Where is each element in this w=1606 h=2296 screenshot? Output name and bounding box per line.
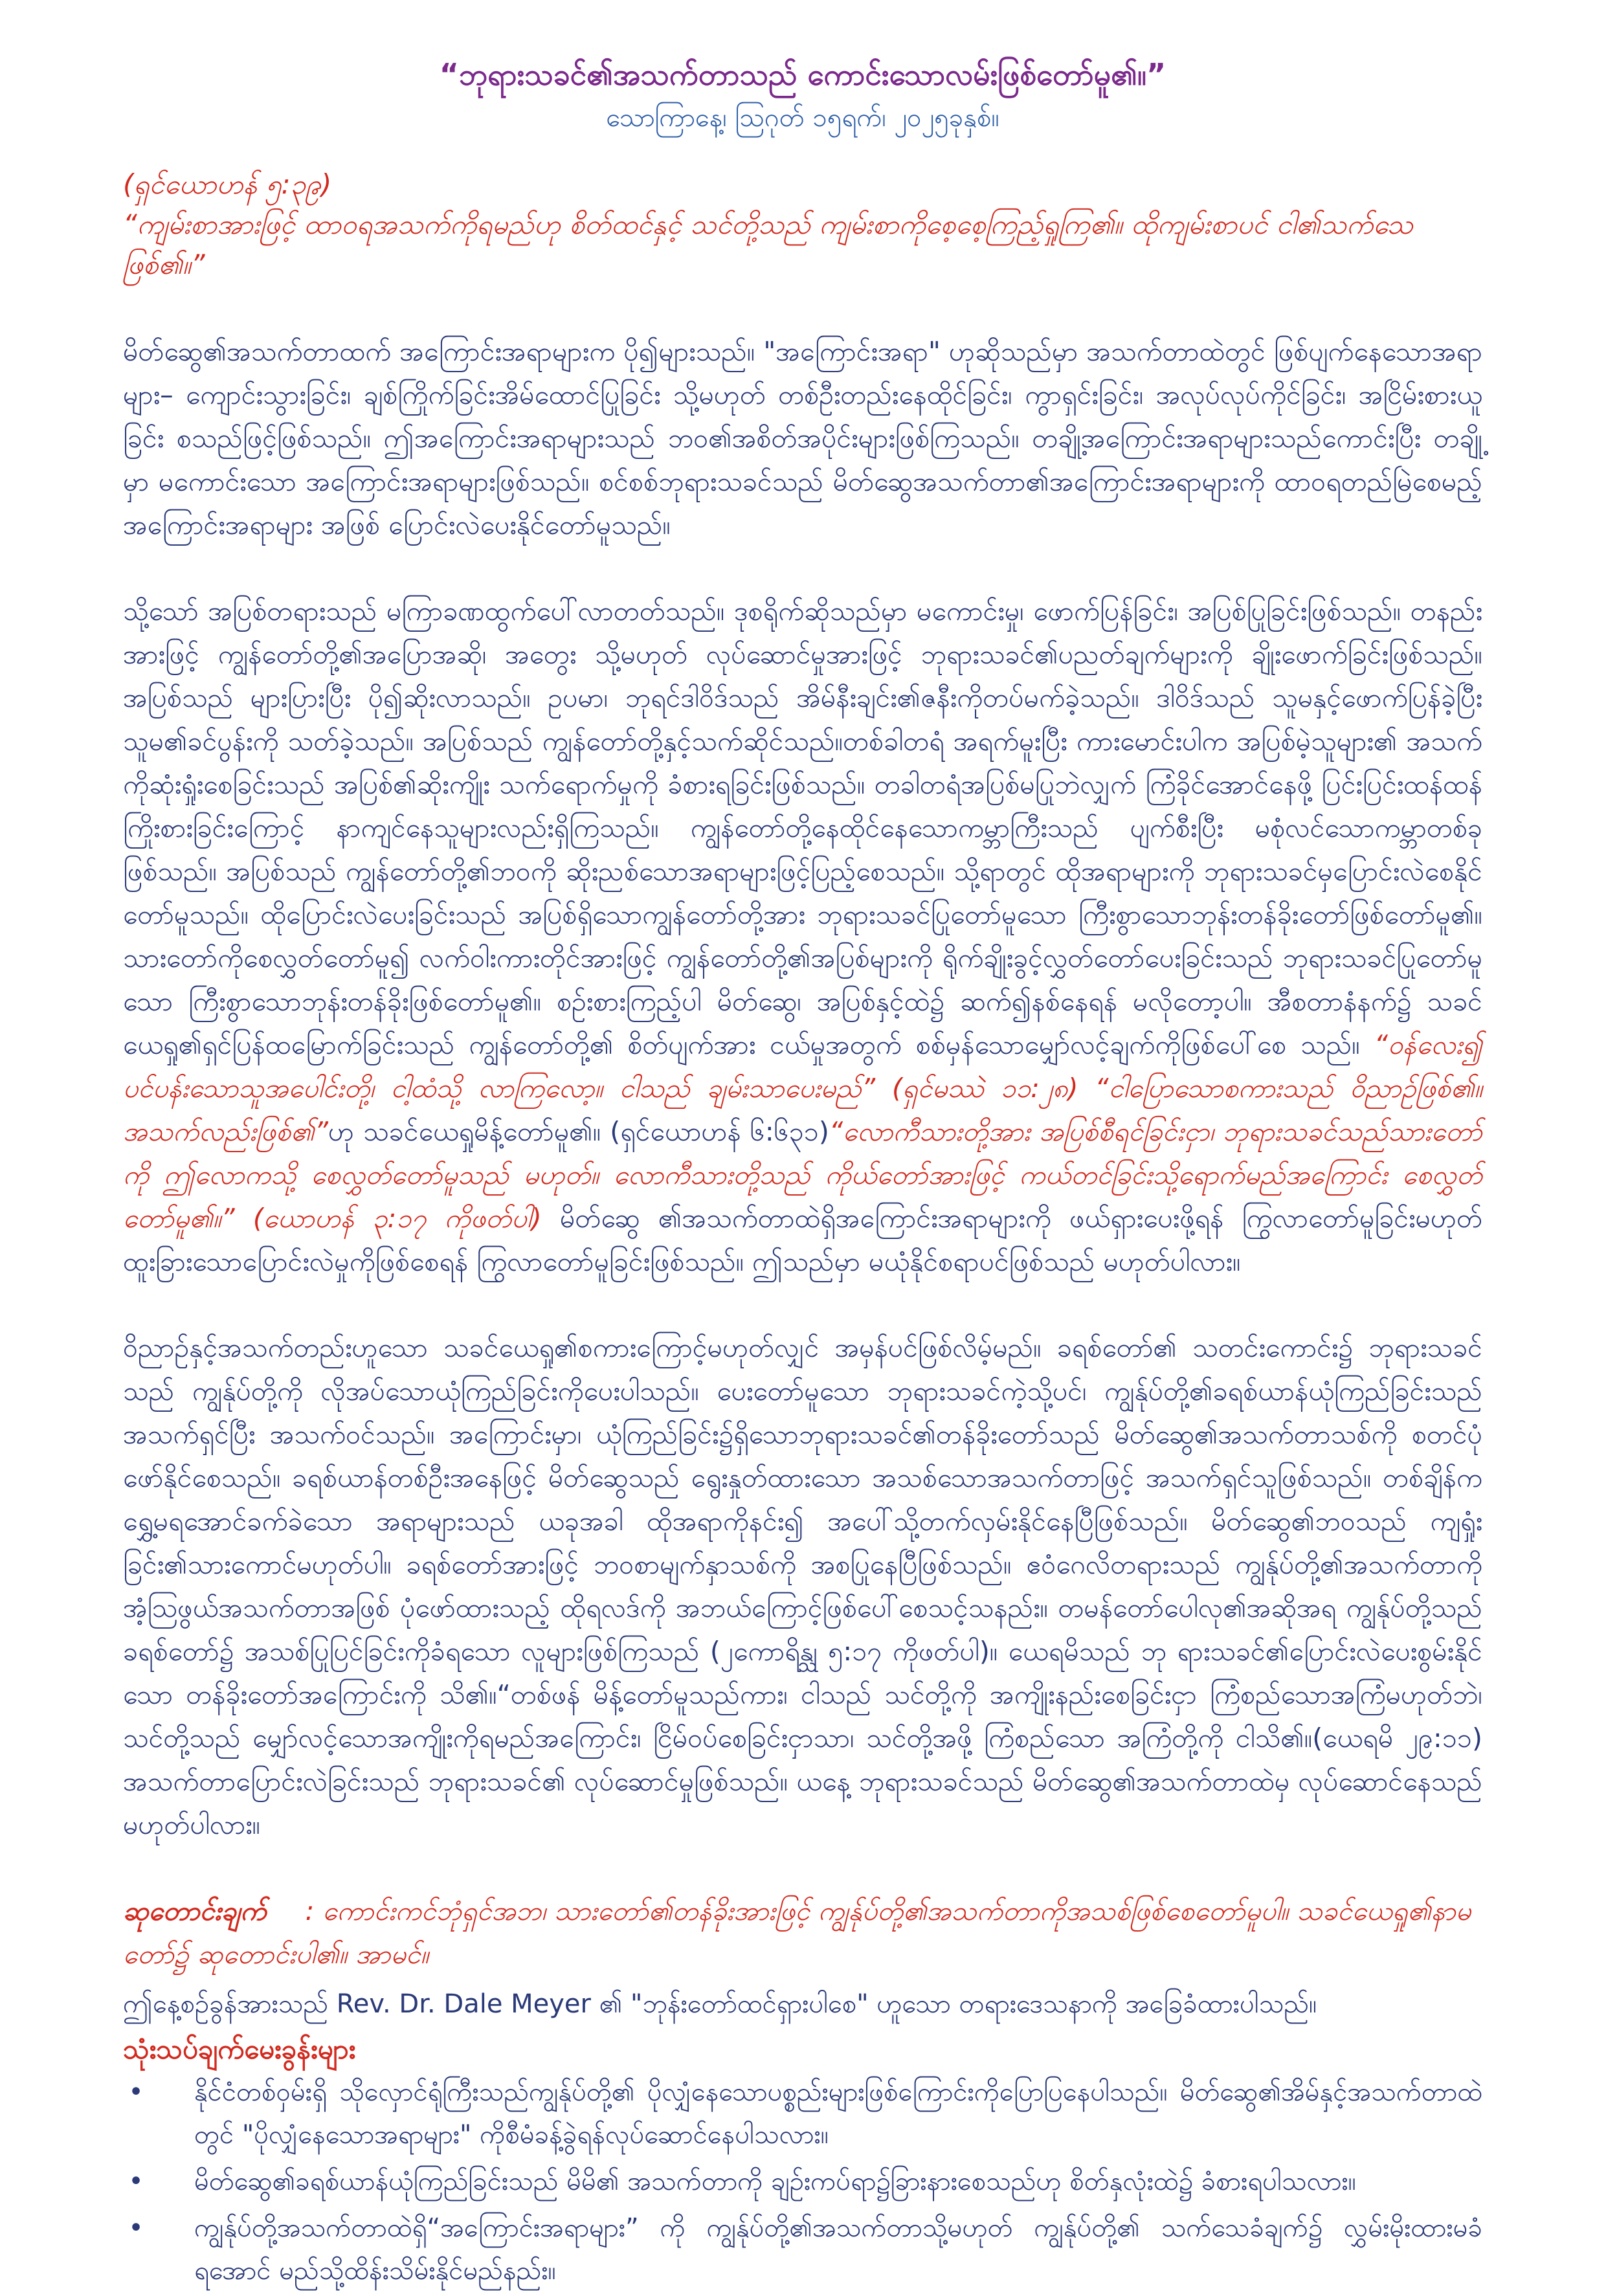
paragraph-2-scripture-a: “ဝန်လေး၍ ပင်ပန်းသောသူအပေါင်းတို့၊ ငါ့ထံသို့ လာကြလော့။ ငါသည် ချမ်းသာပေးမည်” (ရှင်မဿဲ ၁၁:၂၈) “ငါပြောသောစကားသည် ဝိညာဉ်ဖြစ်၏။ အသက်လည်းဖြစ်၏” (123, 1029, 1482, 1147)
sermon-credit: ဤနေ့စဉ်ခွန်အားသည် Rev. Dr. Dale Meyer ၏ "ဘုန်းတော်ထင်ရှားပါစေ" ဟူသော တရားဒေသနာကို အခြေခံထားပါသည်။ (123, 1989, 1317, 2019)
paragraph-2-text-c: မိတ်ဆွေ ၏အသက်တာထဲရှိအကြောင်းအရာများကို ဖယ်ရှားပေးဖို့ရန် ကြွလာတော်မူခြင်းမဟုတ် ထူးခြားသောပြောင်းလဲမှုကိုဖြစ်စေရန် ကြွလာတော်မူခြင်းဖြစ်သည်။ ဤသည်မှာ မယုံနိုင်စရာပင်ဖြစ်သည် မဟုတ်ပါလား။ (123, 1203, 1483, 1277)
paragraph-2-scripture-b: “လောကီသားတို့အား အပြစ်စီရင်ခြင်းငှာ၊ ဘုရားသခင်သည်သားတော်ကို ဤလောကသို့ စေလွှတ်တော်မူသည် မဟုတ်။ လောကီသားတို့သည် ကိုယ်တော်အားဖြင့် ကယ်တင်ခြင်းသို့ရောက်မည်အကြောင်း စေလွှတ်တော်မူ၏။” (ယောဟန် ၃:၁၇ ကိုဖတ်ပါ) (123, 1116, 1482, 1234)
bullet-icon: • (128, 2077, 144, 2107)
scripture-reference: (ရှင်ယောဟန် ၅:၃၉) (123, 168, 332, 200)
paragraph-2-text-b: ဟု သခင်ယေရှုမိန့်တော်မူ၏။ (ရှင်ယောဟန် ၆:၆၃၁) (328, 1116, 829, 1147)
paragraph-2 (123, 590, 1482, 1284)
question-text: ကျွန်ုပ်တို့အသက်တာထဲရှိ“အကြောင်းအရာများ” ကို ကျွန်ုပ်တို့၏အသက်တာသို့မဟုတ် ကျွန်ုပ်တို့၏ သက်သေခံချက်၌ လွှမ်းမိုးထားမခံရအောင် မည်သို့ထိန်းသိမ်းနိုင်မည်နည်း။ (194, 2213, 1482, 2286)
date-line: သောကြာနေ့၊ ဩဂုတ် ၁၅ရက်၊ ၂၀၂၅ခုနှစ်။ (606, 103, 999, 133)
prayer-label: ဆုတောင်းချက် (123, 1895, 267, 1926)
prayer (123, 1889, 1482, 1976)
questions-list (123, 2071, 1482, 2292)
list-item (123, 2207, 1482, 2292)
question-text: နိုင်ငံတစ်ဝှမ်းရှိ သိုလှောင်ရုံကြီးသည်ကျွန်ုပ်တို့၏ ပိုလျှံနေသောပစ္စည်းများဖြစ်ကြောင်းကိုပြောပြနေပါသည်။ မိတ်ဆွေ၏အိမ်နှင့်အသက်တာထဲတွင် "ပိုလျှံနေသောအရာများ" ကိုစီမံခန့်ခွဲရန်လုပ်ဆောင်နေပါသလား။ (194, 2077, 1482, 2150)
scripture-quote: “ကျမ်းစာအားဖြင့် ထာဝရအသက်ကိုရမည်ဟု စိတ်ထင်နှင့် သင်တို့သည် ကျမ်းစာကိုစေ့စေ့ကြည့်ရှုကြ၏။ ထိုကျမ်းစာပင် ငါ၏သက်သေဖြစ်၏။” (123, 208, 1414, 280)
questions-heading: သုံးသပ်ချက်မေးခွန်းများ (123, 2033, 356, 2065)
paragraph-3: ဝိညာဉ်နှင့်အသက်တည်းဟူသော သခင်ယေရှု၏စကားကြောင့်မဟုတ်လျှင် အမှန်ပင်ဖြစ်လိမ့်မည်။ ခရစ်တော်၏ သတင်းကောင်း၌ ဘုရားသခင်သည် ကျွန်ုပ်တို့ကို လိုအပ်သောယုံကြည်ခြင်းကိုပေးပါသည်။ ပေးတော်မူသော ဘုရားသခင်ကဲ့သို့ပင်၊ ကျွန်ုပ်တို့၏ခရစ်ယာန်ယုံကြည်ခြင်းသည် အသက်ရှင်ပြီး အသက်ဝင်သည်။ အကြောင်းမှာ၊ ယုံကြည်ခြင်း၌ရှိသောဘုရားသခင်၏တန်ခိုးတော်သည် မိတ်ဆွေ၏အသက်တာသစ်ကို စတင်ပုံဖော်နိုင်စေသည်။ ခရစ်ယာန်တစ်ဦးအနေဖြင့် မိတ်ဆွေသည် ရွေးနှုတ်ထားသော အသစ်သောအသက်တာဖြင့် အသက်ရှင်သူဖြစ်သည်။ တစ်ချိန်က ရွှေ့မရအောင်ခက်ခဲသော အရာများသည် ယခုအခါ ထိုအရာကိုနင်း၍ အပေါ်သို့တက်လှမ်းနိုင်နေပြီဖြစ်သည်။ မိတ်ဆွေ၏ဘဝသည် ကျရှုံးခြင်း၏သားကောင်မဟုတ်ပါ။ ခရစ်တော်အားဖြင့် ဘဝစာမျက်နှာသစ်ကို အစပြုနေပြီဖြစ်သည်။ ဧဝံဂေလိတရားသည် ကျွန်ုပ်တို့၏အသက်တာကို အံ့ဩဖွယ်အသက်တာအဖြစ် ပုံဖော်ထားသည့် ထိုရလဒ်ကို အဘယ်ကြောင့်ဖြစ်ပေါ်စေသင့်သနည်း။ တမန်တော်ပေါလု၏အဆိုအရ ကျွန်ုပ်တို့သည် ခရစ်တော်၌ အသစ်ပြုပြင်ခြင်းကိုခံရသော လူများဖြစ်ကြသည် (၂ကောရိန္သု ၅:၁၇ ကိုဖတ်ပါ)။ ယေရမိသည် ဘု ရားသခင်၏ပြောင်းလဲပေးစွမ်းနိုင်သော တန်ခိုးတော်အကြောင်းကို သိ၏။“တစ်ဖန် မိန့်တော်မူသည်ကား၊ ငါသည် သင်တို့ကို အကျိုးနည်းစေခြင်းငှာ ကြံစည်သောအကြံမဟုတ်ဘဲ၊ သင်တို့သည် မျှော်လင့်သောအကျိုးကိုရမည်အကြောင်း၊ ငြိမ်ဝပ်စေခြင်းငှာသာ၊ သင်တို့အဖို့ ကြံစည်သော အကြံတို့ကို ငါသိ၏။(ယေရမိ ၂၉:၁၁) အသက်တာပြောင်းလဲခြင်းသည် ဘုရားသခင်၏ လုပ်ဆောင်မှုဖြစ်သည်။ ယနေ့ ဘုရားသခင်သည် မိတ်ဆွေ၏အသက်တာထဲမှ လုပ်ဆောင်နေသည်မဟုတ်ပါလား။ (123, 1332, 1482, 1840)
question-text: မိတ်ဆွေ၏ခရစ်ယာန်ယုံကြည်ခြင်းသည် မိမိ၏ အသက်တာကို ချဉ်းကပ်ရာ၌ခြားနားစေသည်ဟု စိတ်နှလုံးထဲ၌ ခံစားရပါသလား။ (194, 2167, 1356, 2196)
page-title: “ဘုရားသခင်၏အသက်တာသည် ကောင်းသောလမ်းဖြစ်တော်မူ၏။” (439, 57, 1166, 92)
bullet-icon: • (128, 2213, 144, 2243)
bullet-icon: • (128, 2167, 144, 2196)
paragraph-1: မိတ်ဆွေ၏အသက်တာထက် အကြောင်းအရာများက ပို၍များသည်။ "အကြောင်းအရာ" ဟုဆိုသည်မှာ အသက်တာထဲတွင် ဖြစ်ပျက်နေသောအရာများ– ကျောင်းသွားခြင်း၊ ချစ်ကြိုက်ခြင်းအိမ်ထောင်ပြုခြင်း သို့မဟုတ် တစ်ဦးတည်းနေထိုင်ခြင်း၊ ကွာရှင်းခြင်း၊ အလုပ်လုပ်ကိုင်ခြင်း၊ အငြိမ်းစားယူခြင်း စသည်ဖြင့်ဖြစ်သည်။ ဤအကြောင်းအရာများသည် ဘဝ၏အစိတ်အပိုင်းများဖြစ်ကြသည်။ တချို့အကြောင်းအရာများသည်ကောင်းပြီး တချို့မှာ မကောင်းသော အကြောင်းအရာများဖြစ်သည်။ စင်စစ်ဘုရားသခင်သည် မိတ်ဆွေအသက်တာ၏အကြောင်းအရာများကို ထာဝရတည်မြဲစေမည့် အကြောင်းအရာများ အဖြစ် ပြောင်းလဲပေးနိုင်တော်မူသည်။ (123, 336, 1482, 541)
list-item (123, 2160, 1482, 2203)
prayer-text: : ကောင်းကင်ဘုံရှင်အဘ၊ သားတော်၏တန်ခိုးအားဖြင့် ကျွန်ုပ်တို့၏အသက်တာကိုအသစ်ဖြစ်စေတော်မူပါ။ သခင်ယေရှု၏နာမတော်၌ ဆုတောင်းပါ၏။ အာမင်။ (123, 1895, 1471, 1970)
list-item (123, 2071, 1482, 2156)
paragraph-2-text-a: သို့သော် အပြစ်တရားသည် မကြာခဏထွက်ပေါ်လာတတ်သည်။ ဒုစရိုက်ဆိုသည်မှာ မကောင်းမှု၊ ဖောက်ပြန်ခြင်း၊ အပြစ်ပြုခြင်းဖြစ်သည်။ တနည်းအားဖြင့် ကျွန်တော်တို့၏အပြောအဆို၊ အတွေး သို့မဟုတ် လုပ်ဆောင်မှုအားဖြင့် ဘုရားသခင်၏ပညတ်ချက်များကို ချိုးဖောက်ခြင်းဖြစ်သည်။ အပြစ်သည် များပြားပြီး ပို၍ဆိုးလာသည်။ ဥပမာ၊ ဘုရင်ဒါဝိဒ်သည် အိမ်နီးချင်း၏ဇနီးကိုတပ်မက်ခဲ့သည်။ ဒါဝိဒ်သည် သူမနှင့်ဖောက်ပြန်ခဲ့ပြီး သူမ၏ခင်ပွန်းကို သတ်ခဲ့သည်။ အပြစ်သည် ကျွန်တော်တို့နှင့်သက်ဆိုင်သည်။တစ်ခါတရံ အရက်မူးပြီး ကားမောင်းပါက အပြစ်မဲ့သူများ၏ အသက်ကိုဆုံးရှုံးစေခြင်းသည် အပြစ်၏ဆိုးကျိုး သက်ရောက်မှုကို ခံစားရခြင်းဖြစ်သည်။ တခါတရံအပြစ်မပြုဘဲလျှက် ကြံခိုင်အောင်နေဖို့ ပြင်းပြင်းထန်ထန်ကြိုးစားခြင်းကြောင့် နာကျင်နေသူများလည်းရှိကြသည်။ ကျွန်တော်တို့နေထိုင်နေသောကမ္ဘာကြီးသည် ပျက်စီးပြီး မစုံလင်သောကမ္ဘာတစ်ခုဖြစ်သည်။ အပြစ်သည် ကျွန်တော်တို့၏ဘဝကို ဆိုးညစ်သောအရာများဖြင့်ပြည့်စေသည်။ သို့ရာတွင် ထိုအရာများကို ဘုရားသခင်မှပြောင်းလဲစေနိုင်တော်မူသည်။ ထိုပြောင်းလဲပေးခြင်းသည် အပြစ်ရှိသောကျွန်တော်တို့အား ဘုရားသခင်ပြုတော်မူသော ကြီးစွာသောဘုန်းတန်ခိုးတော်ဖြစ်တော်မူ၏။ သားတော်ကိုစေလွှတ်တော်မူ၍ လက်ဝါးကားတိုင်အားဖြင့် ကျွန်တော်တို့၏အပြစ်များကို ရိုက်ချိုးခွင့်လွှတ်တော်ပေးခြင်းသည် ဘုရားသခင်ပြုတော်မူသော ကြီးစွာသောဘုန်းတန်ခိုးဖြစ်တော်မူ၏။ စဉ်းစားကြည့်ပါ မိတ်ဆွေ၊ အပြစ်နှင့်ထဲ၌ ဆက်၍နစ်နေရန် မလိုတော့ပါ။ အီစတာနံနက်၌ သခင်ယေရှု၏ရှင်ပြန်ထမြောက်ခြင်းသည် ကျွန်တော်တို့၏ စိတ်ပျက်အား ငယ်မှုအတွက် စစ်မှန်သောမျှော်လင့်ချက်ကိုဖြစ်ပေါ်စေ သည်။ (123, 596, 1482, 1060)
devotional-page (123, 52, 1482, 2296)
